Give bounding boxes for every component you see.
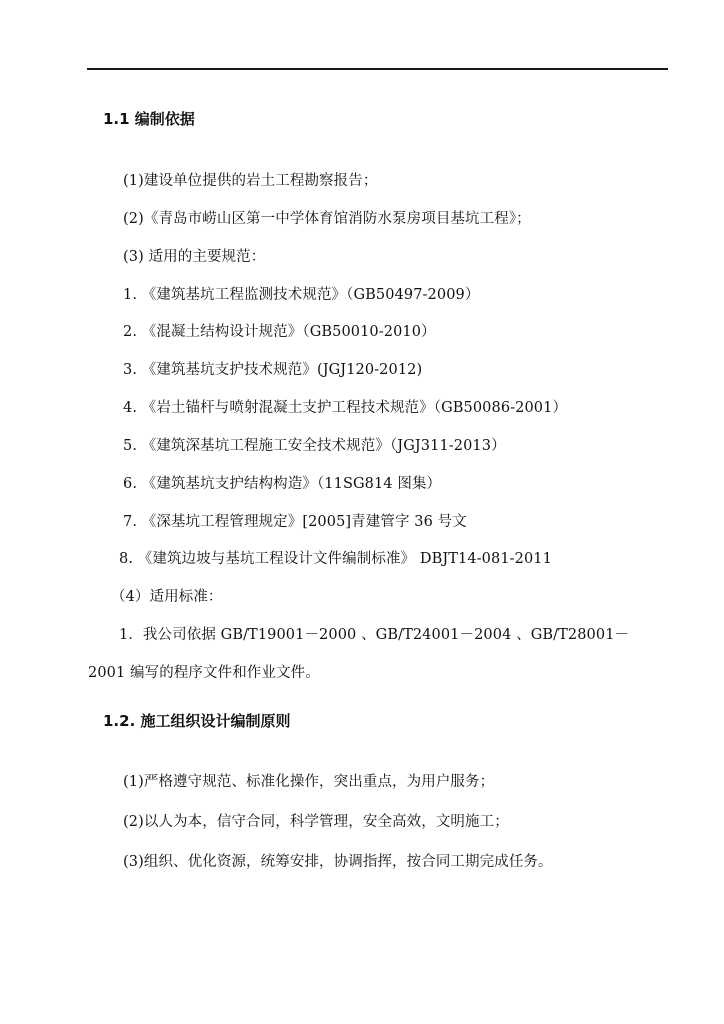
header-rule [87,68,668,70]
standard-item-5: 5. 《建筑深基坑工程施工安全技术规范》（JGJ311-2013） [123,438,506,454]
principle-item-2: (2)以人为本，信守合同，科学管理，安全高效，文明施工； [123,814,509,830]
company-standard-line-1: 1．我公司依据 GB/T19001－2000 、GB/T24001－2004 、GB/T28001－ [119,627,630,643]
standard-item-6: 6. 《建筑基坑支护结构构造》（11SG814 图集） [123,476,442,492]
company-standard-line-2: 2001 编写的程序文件和作业文件。 [88,665,320,681]
basis-item-4: （4）适用标准： [111,589,223,605]
principle-item-3: (3)组织、优化资源，统筹安排，协调指挥，按合同工期完成任务。 [123,854,553,870]
section-heading-1-2: 1.2. 施工组织设计编制原则 [103,712,291,730]
standard-item-1: 1. 《建筑基坑工程监测技术规范》（GB50497-2009） [123,287,480,303]
standard-item-7: 7. 《深基坑工程管理规定》[2005]青建管字 36 号文 [123,514,467,530]
standard-item-4: 4. 《岩土锚杆与喷射混凝土支护工程技术规范》（GB50086-2001） [123,400,568,416]
section-heading-1-1: 1.1 编制依据 [103,110,195,128]
standard-item-3: 3. 《建筑基坑支护技术规范》(JGJ120-2012) [123,362,423,378]
standard-item-2: 2. 《混凝土结构设计规范》（GB50010-2010） [123,324,436,340]
basis-item-3: (3) 适用的主要规范： [123,249,266,265]
standard-item-8: 8. 《建筑边坡与基坑工程设计文件编制标准》 DBJT14-081-2011 [119,551,552,567]
basis-item-1: (1)建设单位提供的岩土工程勘察报告； [123,173,378,189]
basis-item-2: (2)《青岛市崂山区第一中学体育馆消防水泵房项目基坑工程》； [123,211,531,227]
principle-item-1: (1)严格遵守规范、标准化操作，突出重点，为用户服务； [123,774,495,790]
